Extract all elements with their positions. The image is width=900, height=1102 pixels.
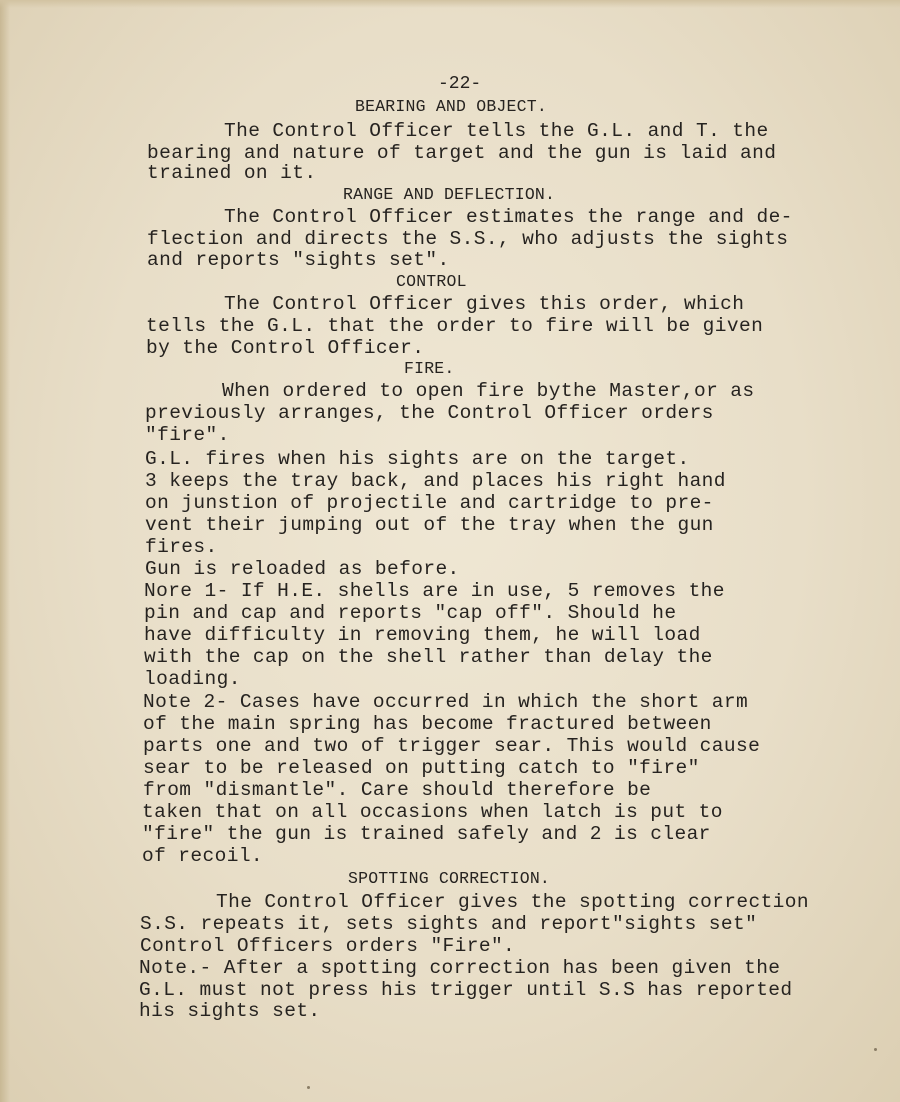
text-line: flection and directs the S.S., who adjusts the sights (147, 228, 789, 250)
text-line: bearing and nature of target and the gun is laid and (147, 142, 777, 164)
text-line: tells the G.L. that the order to fire will be given (146, 315, 764, 337)
text-line: The Control Officer gives this order, which (224, 293, 745, 315)
text-line: "fire". (145, 424, 230, 446)
text-line: with the cap on the shell rather than delay the (144, 646, 713, 668)
text-line: "fire" the gun is trained safely and 2 is clear (142, 823, 711, 845)
text-line: of recoil. (142, 845, 264, 867)
text-line: parts one and two of trigger sear. This would cause (143, 735, 761, 757)
paper-speck (307, 1086, 310, 1089)
text-line: Note.- After a spotting correction has been given the (139, 957, 781, 979)
text-line: 3 keeps the tray back, and places his right hand (145, 470, 726, 492)
text-line: on junstion of projectile and cartridge to pre- (145, 492, 714, 514)
text-line: sear to be released on putting catch to "fire" (143, 757, 700, 779)
text-line: his sights set. (139, 1000, 321, 1022)
text-line: Note 2- Cases have occurred in which the short arm (143, 691, 749, 713)
text-line: of the main spring has become fractured between (143, 713, 712, 735)
text-line: G.L. must not press his trigger until S.S has reported (139, 979, 793, 1001)
text-line: The Control Officer tells the G.L. and T. the (224, 120, 769, 142)
heading-bearing-and-object: BEARING AND OBJECT. (355, 97, 547, 116)
page-top-shadow (0, 0, 900, 8)
text-line: Control Officers orders "Fire". (140, 935, 516, 957)
page-number: -22- (438, 74, 482, 94)
text-line: have difficulty in removing them, he will load (144, 624, 701, 646)
text-line: pin and cap and reports "cap off". Should he (144, 602, 677, 624)
text-line: The Control Officer estimates the range and de- (224, 206, 793, 228)
text-line: taken that on all occasions when latch is put to (142, 801, 723, 823)
text-line: When ordered to open fire bythe Master,or as (222, 380, 755, 402)
text-line: S.S. repeats it, sets sights and report"sights set" (140, 913, 758, 935)
text-line: previously arranges, the Control Officer orders (145, 402, 714, 424)
text-line: vent their jumping out of the tray when the gun (145, 514, 714, 536)
text-line: The Control Officer gives the spotting correction (216, 891, 809, 913)
paper-speck (874, 1048, 877, 1051)
text-line: from "dismantle". Care should therefore be (143, 779, 652, 801)
text-line: G.L. fires when his sights are on the target. (145, 448, 690, 470)
page-edge-shadow (0, 0, 10, 1102)
text-line: loading. (144, 668, 241, 690)
text-line: by the Control Officer. (146, 337, 425, 359)
text-line: fires. (145, 536, 218, 558)
heading-control: CONTROL (396, 272, 467, 291)
text-line: Nore 1- If H.E. shells are in use, 5 removes the (144, 580, 725, 602)
heading-spotting-correction: SPOTTING CORRECTION. (348, 869, 551, 888)
text-line: Gun is reloaded as before. (145, 558, 460, 580)
text-line: and reports "sights set". (147, 249, 450, 271)
heading-fire: FIRE. (404, 359, 455, 378)
heading-range-and-deflection: RANGE AND DEFLECTION. (343, 185, 556, 204)
text-line: trained on it. (147, 162, 317, 184)
